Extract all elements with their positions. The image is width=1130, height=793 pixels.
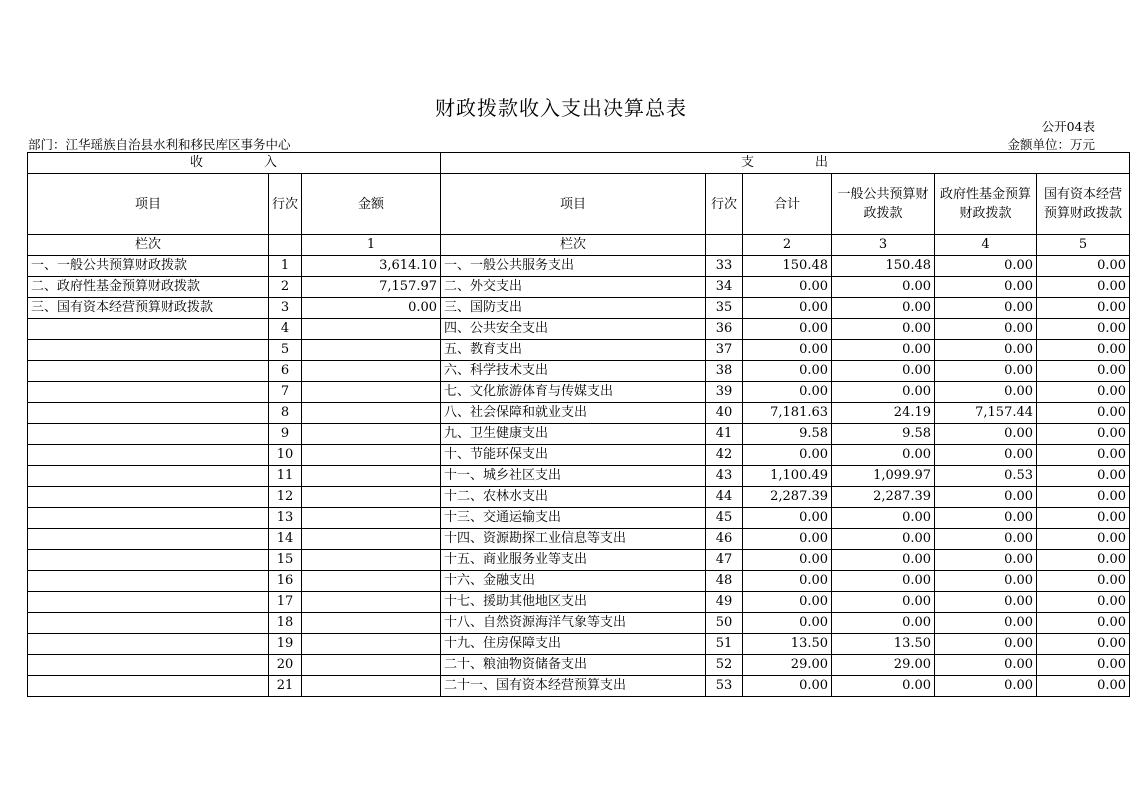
income-amount xyxy=(302,487,441,508)
index-col-5: 5 xyxy=(1037,235,1130,256)
state-capital-amount: 0.00 xyxy=(1037,340,1130,361)
index-col-3: 3 xyxy=(832,235,935,256)
income-row-number: 7 xyxy=(269,382,302,403)
income-amount xyxy=(302,466,441,487)
state-capital-amount: 0.00 xyxy=(1037,550,1130,571)
expense-item: 十二、农林水支出 xyxy=(441,487,706,508)
amount-unit-label: 金额单位：万元 xyxy=(1007,137,1095,152)
general-budget-amount: 0.00 xyxy=(832,508,935,529)
expense-row-number: 37 xyxy=(706,340,743,361)
fund-budget-amount: 0.53 xyxy=(935,466,1037,487)
expense-row-number: 46 xyxy=(706,529,743,550)
state-capital-amount: 0.00 xyxy=(1037,256,1130,277)
table-row xyxy=(28,361,1130,382)
fund-budget-amount: 0.00 xyxy=(935,424,1037,445)
state-capital-amount: 0.00 xyxy=(1037,319,1130,340)
expense-row-number: 33 xyxy=(706,256,743,277)
index-empty xyxy=(269,235,302,256)
expense-item: 七、文化旅游体育与传媒支出 xyxy=(441,382,706,403)
table-row xyxy=(28,340,1130,361)
expense-total: 0.00 xyxy=(743,277,832,298)
state-capital-amount: 0.00 xyxy=(1037,445,1130,466)
expense-total: 0.00 xyxy=(743,676,832,697)
income-row-number: 12 xyxy=(269,487,302,508)
income-row-number: 10 xyxy=(269,445,302,466)
income-item xyxy=(28,529,269,550)
general-budget-amount: 29.00 xyxy=(832,655,935,676)
general-budget-amount: 0.00 xyxy=(832,445,935,466)
expense-total: 0.00 xyxy=(743,298,832,319)
fund-budget-amount: 0.00 xyxy=(935,361,1037,382)
income-amount xyxy=(302,319,441,340)
income-row-number: 15 xyxy=(269,550,302,571)
general-budget-amount: 9.58 xyxy=(832,424,935,445)
income-item xyxy=(28,361,269,382)
expense-item: 十七、援助其他地区支出 xyxy=(441,592,706,613)
income-item xyxy=(28,508,269,529)
income-item xyxy=(28,613,269,634)
expense-row-number: 43 xyxy=(706,466,743,487)
income-item xyxy=(28,487,269,508)
expense-row-number: 50 xyxy=(706,613,743,634)
fund-budget-amount: 0.00 xyxy=(935,382,1037,403)
expense-total: 0.00 xyxy=(743,319,832,340)
expense-item: 十三、交通运输支出 xyxy=(441,508,706,529)
income-item xyxy=(28,403,269,424)
income-row-number: 1 xyxy=(269,256,302,277)
income-item xyxy=(28,655,269,676)
expense-row-number: 35 xyxy=(706,298,743,319)
state-capital-amount: 0.00 xyxy=(1037,592,1130,613)
state-capital-amount: 0.00 xyxy=(1037,466,1130,487)
income-amount xyxy=(302,571,441,592)
state-capital-amount: 0.00 xyxy=(1037,277,1130,298)
form-number: 公开04表 xyxy=(1041,119,1095,134)
page-title: 财政拨款收入支出决算总表 xyxy=(435,96,687,120)
income-item xyxy=(28,592,269,613)
income-item xyxy=(28,340,269,361)
expense-row-number: 44 xyxy=(706,487,743,508)
state-capital-amount: 0.00 xyxy=(1037,487,1130,508)
income-row-number: 8 xyxy=(269,403,302,424)
income-row-number: 5 xyxy=(269,340,302,361)
fund-budget-amount: 0.00 xyxy=(935,571,1037,592)
income-row-number: 9 xyxy=(269,424,302,445)
income-amount xyxy=(302,382,441,403)
income-item xyxy=(28,424,269,445)
general-budget-amount: 1,099.97 xyxy=(832,466,935,487)
state-capital-amount: 0.00 xyxy=(1037,613,1130,634)
expense-item: 十六、金融支出 xyxy=(441,571,706,592)
expense-total: 0.00 xyxy=(743,550,832,571)
income-amount xyxy=(302,508,441,529)
table-row xyxy=(28,613,1130,634)
expense-item: 五、教育支出 xyxy=(441,340,706,361)
expense-item: 十五、商业服务业等支出 xyxy=(441,550,706,571)
income-amount xyxy=(302,550,441,571)
income-item xyxy=(28,571,269,592)
state-capital-amount: 0.00 xyxy=(1037,424,1130,445)
income-item xyxy=(28,676,269,697)
income-amount xyxy=(302,676,441,697)
expense-item: 十四、资源勘探工业信息等支出 xyxy=(441,529,706,550)
income-amount: 7,157.97 xyxy=(302,277,441,298)
fund-budget-amount: 0.00 xyxy=(935,298,1037,319)
state-capital-amount: 0.00 xyxy=(1037,508,1130,529)
income-amount xyxy=(302,634,441,655)
table-row xyxy=(28,256,1130,277)
income-row-number: 19 xyxy=(269,634,302,655)
fund-budget-amount: 0.00 xyxy=(935,634,1037,655)
expense-item: 十八、自然资源海洋气象等支出 xyxy=(441,613,706,634)
state-capital-amount: 0.00 xyxy=(1037,403,1130,424)
expense-total: 9.58 xyxy=(743,424,832,445)
income-item xyxy=(28,382,269,403)
income-amount xyxy=(302,613,441,634)
fund-budget-amount: 0.00 xyxy=(935,277,1037,298)
expense-row-number: 49 xyxy=(706,592,743,613)
state-capital-amount: 0.00 xyxy=(1037,298,1130,319)
table-row xyxy=(28,529,1130,550)
header-income-row: 行次 xyxy=(269,174,302,235)
income-section-char-1: 收 xyxy=(189,155,204,170)
expense-row-number: 36 xyxy=(706,319,743,340)
header-income-amount: 金额 xyxy=(302,174,441,235)
expense-row-number: 38 xyxy=(706,361,743,382)
expense-total: 0.00 xyxy=(743,361,832,382)
income-item: 一、一般公共预算财政拨款 xyxy=(28,256,269,277)
income-row-number: 21 xyxy=(269,676,302,697)
income-amount xyxy=(302,529,441,550)
table-row xyxy=(28,655,1130,676)
general-budget-amount: 0.00 xyxy=(832,319,935,340)
general-budget-amount: 0.00 xyxy=(832,298,935,319)
state-capital-amount: 0.00 xyxy=(1037,529,1130,550)
index-col-1: 1 xyxy=(302,235,441,256)
general-budget-amount: 150.48 xyxy=(832,256,935,277)
department-label: 部门：江华瑶族自治县水利和移民库区事务中心 xyxy=(28,137,291,152)
general-budget-amount: 0.00 xyxy=(832,592,935,613)
income-amount xyxy=(302,655,441,676)
expense-total: 0.00 xyxy=(743,382,832,403)
header-expense-row: 行次 xyxy=(706,174,743,235)
income-item xyxy=(28,319,269,340)
table-row xyxy=(28,403,1130,424)
general-budget-amount: 0.00 xyxy=(832,676,935,697)
fund-budget-amount: 7,157.44 xyxy=(935,403,1037,424)
expense-item: 十九、住房保障支出 xyxy=(441,634,706,655)
fund-budget-amount: 0.00 xyxy=(935,445,1037,466)
income-section-header xyxy=(28,153,441,174)
expense-row-number: 34 xyxy=(706,277,743,298)
fund-budget-amount: 0.00 xyxy=(935,487,1037,508)
header-state-capital: 国有资本经营预算财政拨款 xyxy=(1037,174,1130,235)
income-row-number: 4 xyxy=(269,319,302,340)
expense-item: 八、社会保障和就业支出 xyxy=(441,403,706,424)
income-amount xyxy=(302,424,441,445)
income-section-char-2: 入 xyxy=(264,155,279,170)
general-budget-amount: 0.00 xyxy=(832,550,935,571)
expense-item: 二、外交支出 xyxy=(441,277,706,298)
expense-total: 29.00 xyxy=(743,655,832,676)
general-budget-amount: 0.00 xyxy=(832,613,935,634)
expense-total: 0.00 xyxy=(743,571,832,592)
expense-total: 150.48 xyxy=(743,256,832,277)
expense-row-number: 48 xyxy=(706,571,743,592)
income-item xyxy=(28,445,269,466)
table-row xyxy=(28,508,1130,529)
income-row-number: 11 xyxy=(269,466,302,487)
general-budget-amount: 0.00 xyxy=(832,382,935,403)
table-row xyxy=(28,319,1130,340)
table-row xyxy=(28,445,1130,466)
income-row-number: 16 xyxy=(269,571,302,592)
fund-budget-amount: 0.00 xyxy=(935,655,1037,676)
header-income-item: 项目 xyxy=(28,174,269,235)
income-row-number: 18 xyxy=(269,613,302,634)
expense-item: 十一、城乡社区支出 xyxy=(441,466,706,487)
fund-budget-amount: 0.00 xyxy=(935,613,1037,634)
index-col-2: 2 xyxy=(743,235,832,256)
income-row-number: 2 xyxy=(269,277,302,298)
income-item: 二、政府性基金预算财政拨款 xyxy=(28,277,269,298)
expense-row-number: 39 xyxy=(706,382,743,403)
fund-budget-amount: 0.00 xyxy=(935,550,1037,571)
table-row xyxy=(28,277,1130,298)
expense-row-number: 53 xyxy=(706,676,743,697)
income-amount xyxy=(302,445,441,466)
income-amount xyxy=(302,340,441,361)
expense-total: 0.00 xyxy=(743,445,832,466)
header-expense-item: 项目 xyxy=(441,174,706,235)
expense-total: 0.00 xyxy=(743,508,832,529)
general-budget-amount: 13.50 xyxy=(832,634,935,655)
state-capital-amount: 0.00 xyxy=(1037,655,1130,676)
table-row xyxy=(28,571,1130,592)
expense-item: 一、一般公共服务支出 xyxy=(441,256,706,277)
expense-total: 13.50 xyxy=(743,634,832,655)
income-amount xyxy=(302,592,441,613)
expense-total: 0.00 xyxy=(743,613,832,634)
fund-budget-amount: 0.00 xyxy=(935,319,1037,340)
table-row xyxy=(28,466,1130,487)
income-amount xyxy=(302,361,441,382)
expense-row-number: 42 xyxy=(706,445,743,466)
table-row xyxy=(28,424,1130,445)
expense-item: 三、国防支出 xyxy=(441,298,706,319)
expense-row-number: 52 xyxy=(706,655,743,676)
index-col-4: 4 xyxy=(935,235,1037,256)
expense-total: 0.00 xyxy=(743,529,832,550)
general-budget-amount: 24.19 xyxy=(832,403,935,424)
expense-item: 十、节能环保支出 xyxy=(441,445,706,466)
state-capital-amount: 0.00 xyxy=(1037,382,1130,403)
expense-total: 0.00 xyxy=(743,340,832,361)
income-amount xyxy=(302,403,441,424)
fund-budget-amount: 0.00 xyxy=(935,256,1037,277)
general-budget-amount: 0.00 xyxy=(832,571,935,592)
income-row-number: 3 xyxy=(269,298,302,319)
income-row-number: 20 xyxy=(269,655,302,676)
general-budget-amount: 0.00 xyxy=(832,361,935,382)
expense-item: 四、公共安全支出 xyxy=(441,319,706,340)
expense-section-char-2: 出 xyxy=(815,155,830,170)
fund-budget-amount: 0.00 xyxy=(935,592,1037,613)
table-row xyxy=(28,634,1130,655)
expense-section-char-1: 支 xyxy=(741,155,756,170)
income-amount: 3,614.10 xyxy=(302,256,441,277)
fund-budget-amount: 0.00 xyxy=(935,508,1037,529)
income-amount: 0.00 xyxy=(302,298,441,319)
state-capital-amount: 0.00 xyxy=(1037,571,1130,592)
fund-budget-amount: 0.00 xyxy=(935,340,1037,361)
expense-item: 二十一、国有资本经营预算支出 xyxy=(441,676,706,697)
income-row-number: 13 xyxy=(269,508,302,529)
income-row-number: 14 xyxy=(269,529,302,550)
table-row xyxy=(28,298,1130,319)
expense-row-number: 47 xyxy=(706,550,743,571)
expense-row-number: 51 xyxy=(706,634,743,655)
income-item xyxy=(28,634,269,655)
fund-budget-amount: 0.00 xyxy=(935,676,1037,697)
table-row xyxy=(28,382,1130,403)
general-budget-amount: 2,287.39 xyxy=(832,487,935,508)
general-budget-amount: 0.00 xyxy=(832,340,935,361)
expense-item: 九、卫生健康支出 xyxy=(441,424,706,445)
header-general-budget: 一般公共预算财政拨款 xyxy=(832,174,935,235)
general-budget-amount: 0.00 xyxy=(832,529,935,550)
expense-total: 7,181.63 xyxy=(743,403,832,424)
header-total: 合计 xyxy=(743,174,832,235)
income-item: 三、国有资本经营预算财政拨款 xyxy=(28,298,269,319)
expense-section-header xyxy=(441,153,1130,174)
income-item xyxy=(28,466,269,487)
index-label-expense: 栏次 xyxy=(441,235,706,256)
appropriation-summary-table xyxy=(27,152,1130,697)
expense-row-number: 40 xyxy=(706,403,743,424)
header-fund-budget: 政府性基金预算财政拨款 xyxy=(935,174,1037,235)
table-row xyxy=(28,676,1130,697)
expense-item: 二十、粮油物资储备支出 xyxy=(441,655,706,676)
expense-total: 1,100.49 xyxy=(743,466,832,487)
expense-total: 2,287.39 xyxy=(743,487,832,508)
table-row xyxy=(28,550,1130,571)
expense-row-number: 41 xyxy=(706,424,743,445)
fund-budget-amount: 0.00 xyxy=(935,529,1037,550)
income-item xyxy=(28,550,269,571)
state-capital-amount: 0.00 xyxy=(1037,361,1130,382)
state-capital-amount: 0.00 xyxy=(1037,634,1130,655)
index-label-income: 栏次 xyxy=(28,235,269,256)
income-row-number: 6 xyxy=(269,361,302,382)
general-budget-amount: 0.00 xyxy=(832,277,935,298)
income-row-number: 17 xyxy=(269,592,302,613)
index-empty xyxy=(706,235,743,256)
expense-total: 0.00 xyxy=(743,592,832,613)
expense-item: 六、科学技术支出 xyxy=(441,361,706,382)
state-capital-amount: 0.00 xyxy=(1037,676,1130,697)
expense-row-number: 45 xyxy=(706,508,743,529)
table-row xyxy=(28,487,1130,508)
table-row xyxy=(28,592,1130,613)
